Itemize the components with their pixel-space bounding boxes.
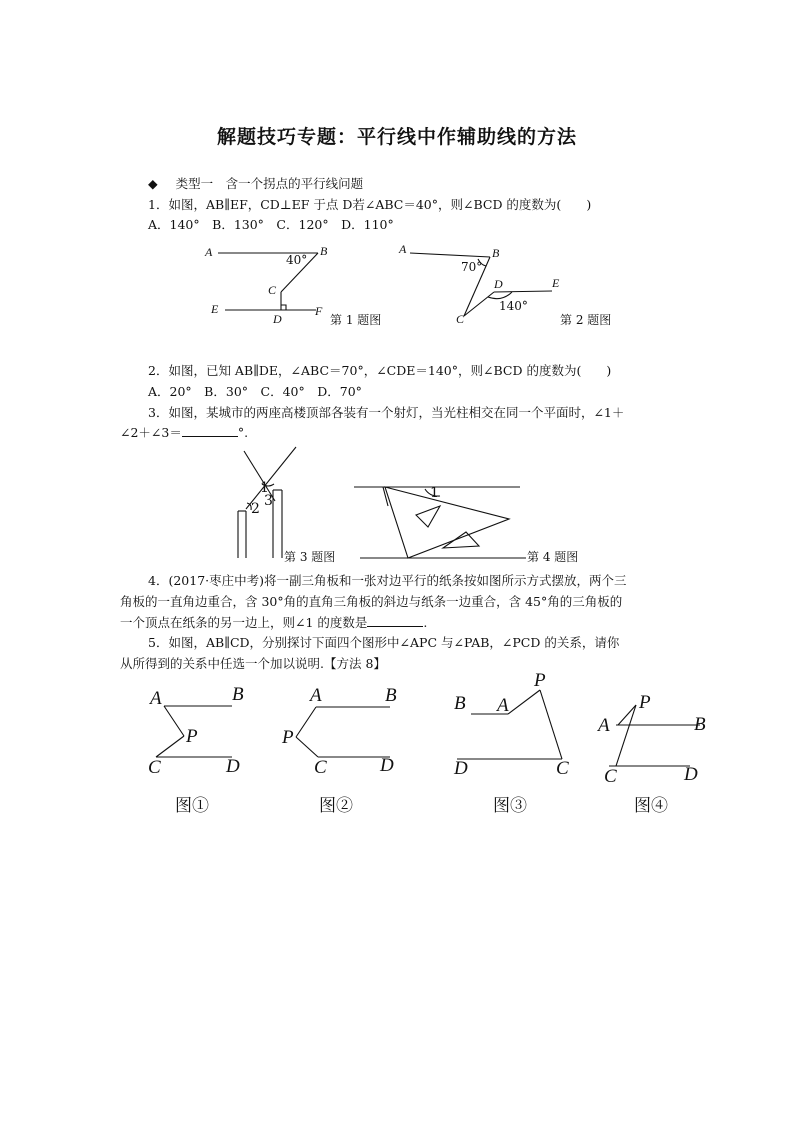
question-4-line1: 4．(2017·枣庄中考)将一副三角板和一张对边平行的纸条按如图所示方式摆放，两个三	[148, 573, 627, 588]
q5-fig4-label-B: B	[694, 714, 706, 735]
question-3-stem-suffix: °.	[237, 425, 249, 440]
question-5-line1: 5．如图，AB∥CD，分别探讨下面四个图形中∠APC 与∠PAB，∠PCD 的关系，请你	[148, 635, 620, 650]
q5-fig1-label-B: B	[232, 684, 244, 705]
fig1-angle-40: 40°	[286, 253, 308, 267]
fig3-angle-2: 2	[251, 501, 260, 517]
question-4-line2: 角板的一直角边重合，含 30°角的直角三角板的斜边与纸条一边重合，含 45°角的三角板的	[120, 594, 623, 609]
bullet-icon: ◆	[148, 176, 158, 191]
q5-fig2-label-C: C	[314, 757, 327, 778]
fig2-angle-140: 140°	[499, 299, 528, 313]
fig1-label-F: F	[315, 304, 323, 318]
q5-fig1-label-A: A	[150, 688, 162, 709]
fig1-label-A: A	[205, 245, 213, 259]
q5-fig4-label-A: A	[598, 715, 610, 736]
fig2-caption: 第 2 题图	[560, 313, 612, 327]
section-heading-text: 类型一 含一个拐点的平行线问题	[175, 176, 364, 191]
q5-fig4-caption: 图④	[634, 796, 668, 816]
question-3-stem-prefix: ∠2＋∠3＝	[120, 425, 182, 440]
q5-fig2-label-B: B	[385, 685, 397, 706]
q5-fig2-label-D: D	[380, 755, 394, 776]
q5-fig4-label-P: P	[639, 692, 651, 713]
question-1-options: A．140° B．130° C．120° D．110°	[148, 217, 394, 232]
fig2-label-D: D	[494, 277, 503, 291]
fig4-angle-1: 1	[430, 485, 439, 501]
q5-fig3-label-D: D	[454, 758, 468, 779]
fig2-label-C: C	[456, 312, 465, 326]
fig1-caption: 第 1 题图	[330, 313, 382, 327]
q5-fig1-label-D: D	[226, 756, 240, 777]
q5-fig2-label-P: P	[282, 727, 294, 748]
fig2-label-A: A	[399, 242, 407, 256]
q5-fig1-caption: 图①	[175, 796, 209, 816]
q5-fig1-label-C: C	[148, 757, 161, 778]
page-title: 解题技巧专题：平行线中作辅助线的方法	[216, 126, 577, 148]
fig1-label-B: B	[320, 244, 328, 258]
q5-fig1-label-P: P	[186, 726, 198, 747]
q5-fig4-label-C: C	[604, 766, 617, 787]
question-4-line3-text: 一个顶点在纸条的另一边上，则∠1 的度数是	[120, 615, 368, 630]
question-4-line3-suffix: .	[423, 615, 428, 630]
fig1-label-E: E	[211, 302, 219, 316]
q5-fig3-label-B: B	[454, 693, 466, 714]
fig4-caption: 第 4 题图	[527, 550, 579, 564]
fig1-label-D: D	[273, 312, 282, 326]
fig2-angle-70: 70°	[461, 260, 483, 274]
q5-fig2-label-A: A	[310, 685, 322, 706]
question-2-stem: 2．如图，已知 AB∥DE，∠ABC＝70°，∠CDE＝140°，则∠BCD 的度数为( )	[148, 363, 612, 378]
fig3-angle-3: 3	[264, 493, 273, 509]
q5-fig3-label-A: A	[497, 695, 509, 716]
q5-fig3-caption: 图③	[493, 796, 527, 816]
fig1-label-C: C	[268, 283, 277, 297]
question-3-stem-line1: 3．如图，某城市的两座高楼顶部各装有一个射灯，当光柱相交在同一个平面时，∠1＋	[148, 405, 625, 420]
question-2-options: A．20° B．30° C．40° D．70°	[148, 384, 362, 399]
q5-fig2-caption: 图②	[319, 796, 353, 816]
fig3-angle-1: 1	[260, 480, 269, 496]
q5-fig3-label-P: P	[534, 670, 546, 691]
question-5-line2: 从所得到的关系中任选一个加以说明.【方法 8】	[120, 656, 386, 671]
fig2-label-E: E	[552, 276, 560, 290]
question-1-stem: 1．如图，AB∥EF，CD⊥EF 于点 D若∠ABC＝40°，则∠BCD 的度数为( )	[148, 197, 592, 212]
q5-fig3-label-C: C	[556, 758, 569, 779]
fig2-label-B: B	[492, 246, 500, 260]
fig3-caption: 第 3 题图	[284, 550, 336, 564]
q5-fig4-label-D: D	[684, 764, 698, 785]
